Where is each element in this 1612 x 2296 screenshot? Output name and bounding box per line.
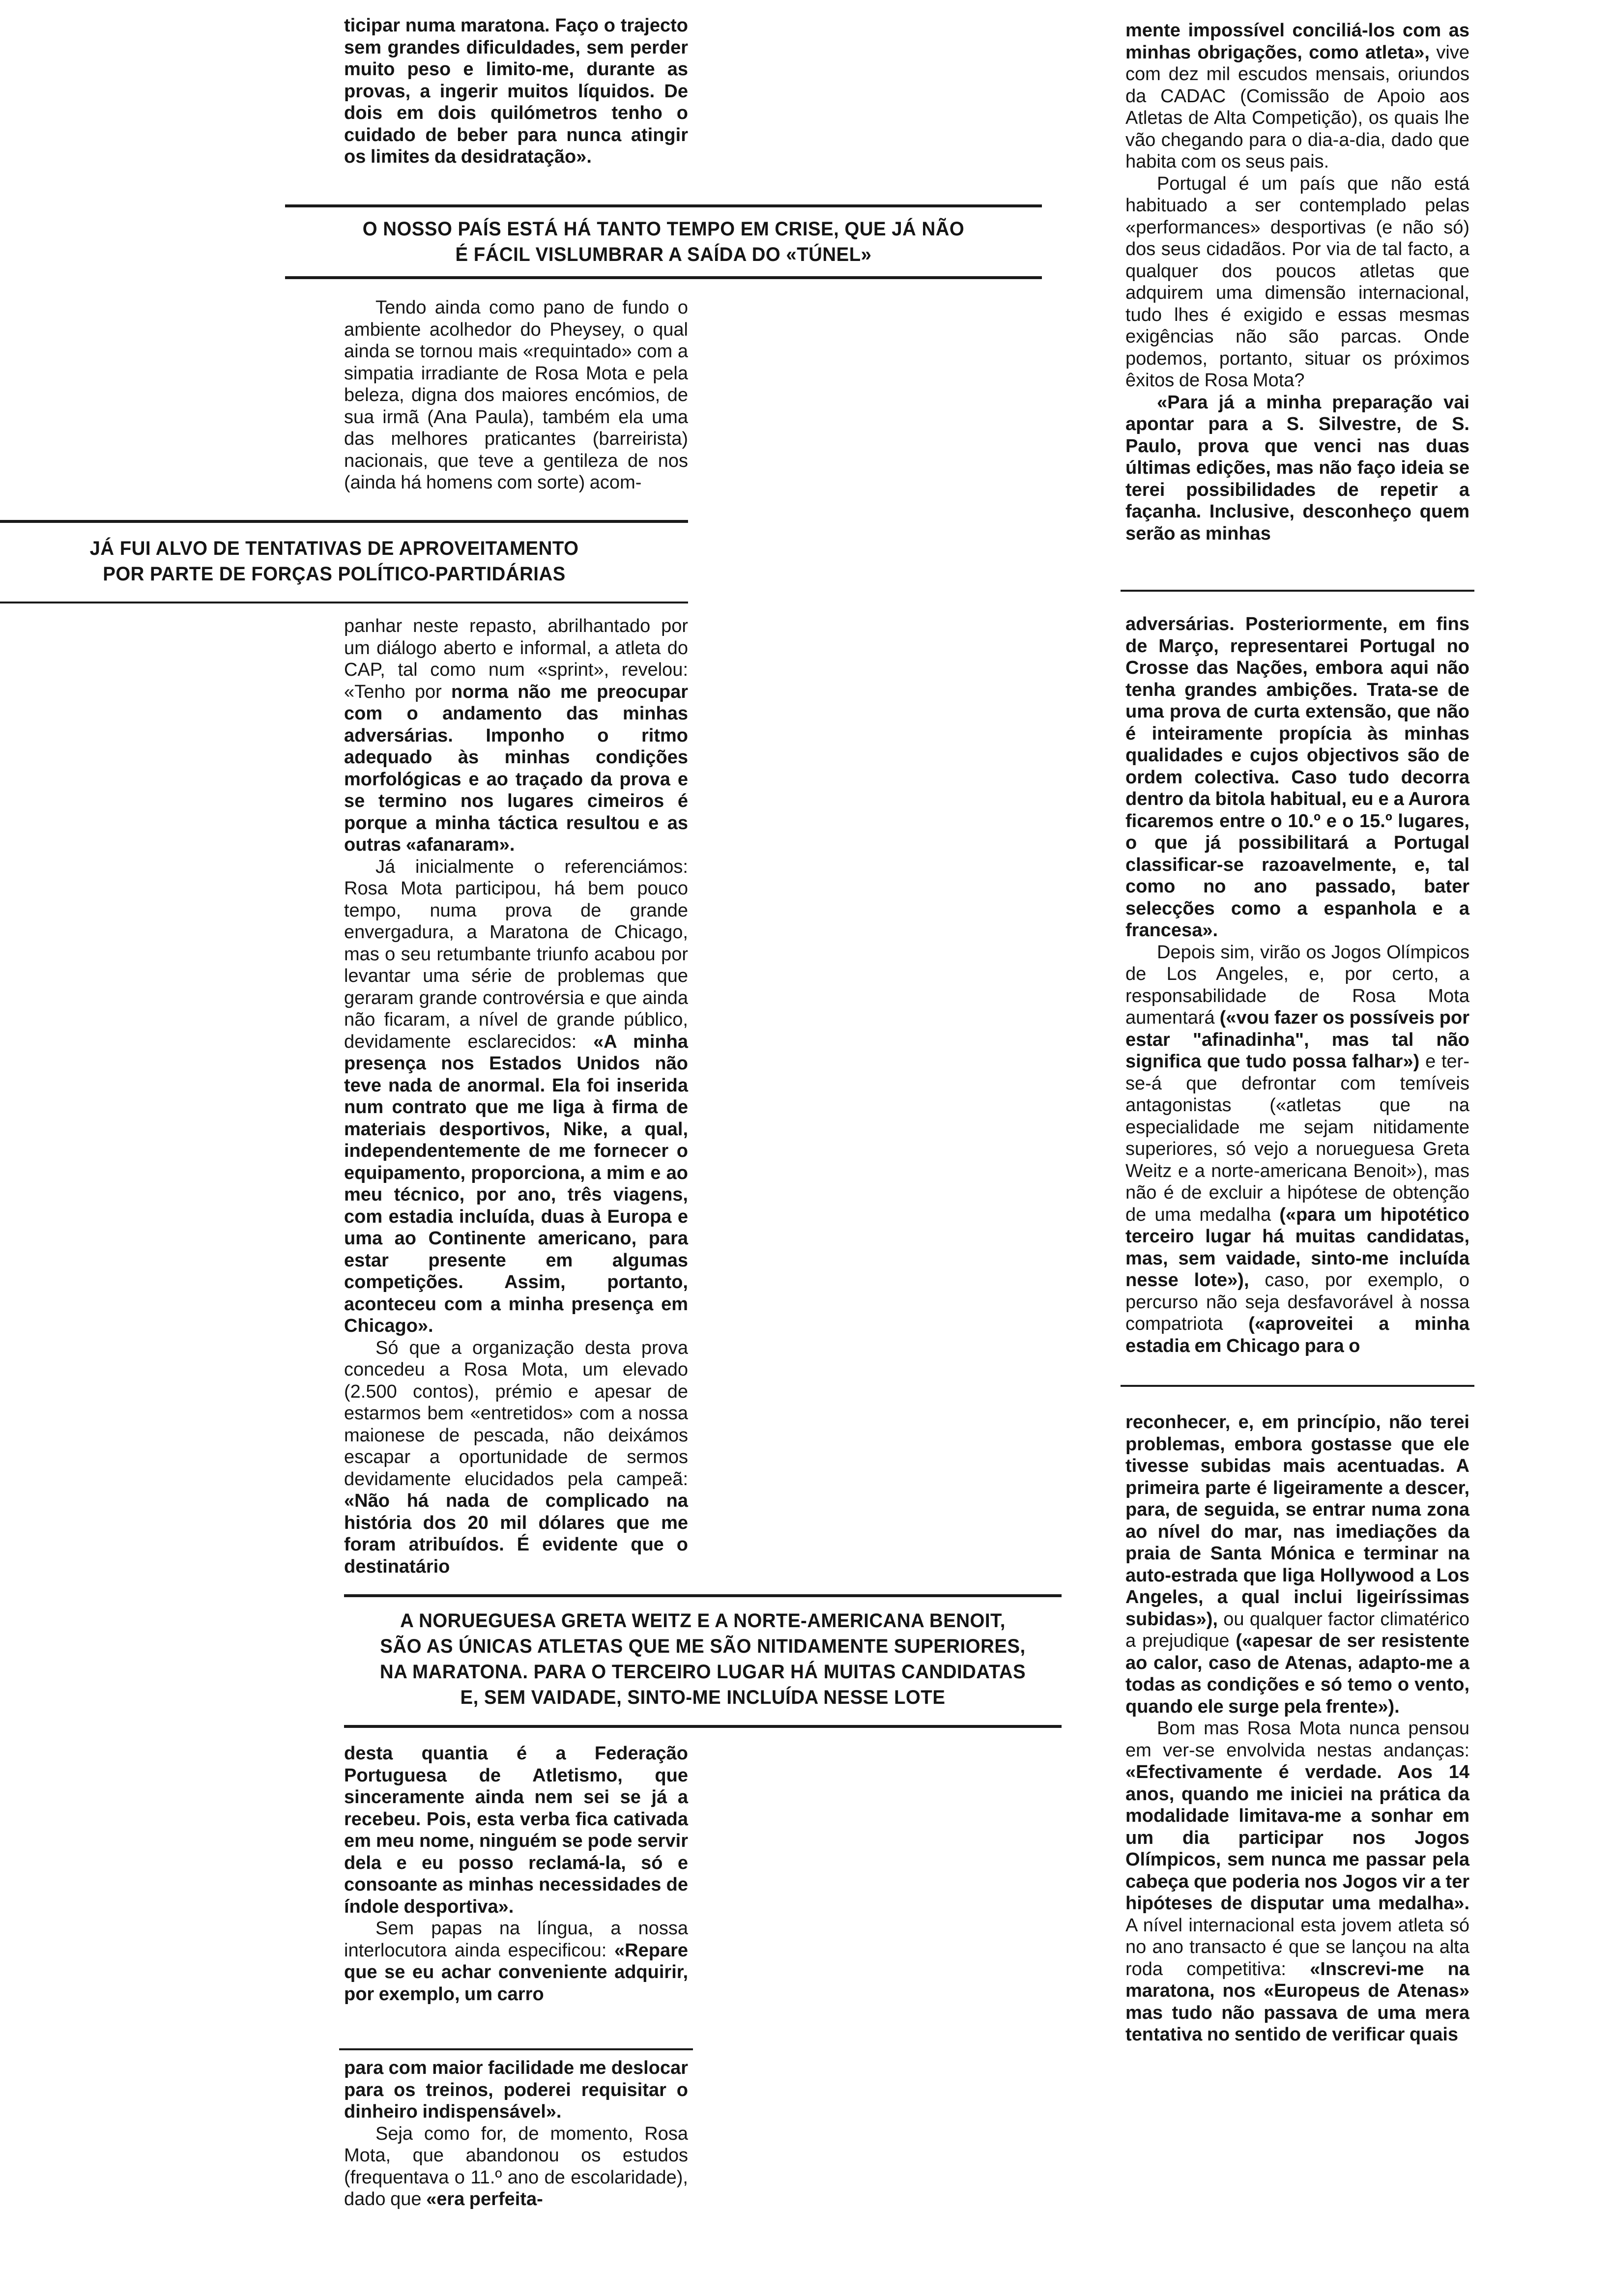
quote-text: «Para já a minha preparação vai apontar para a S. Silvestre, de S. Paulo, prova que venci nas duas últimas edições, mas não faço ideia se terei possibilidades de repetir a façanha. Inclusive, desconheço quem serão as minhas [1125, 392, 1469, 544]
paragraph [344, 1337, 688, 1578]
body-text: panhar neste repasto, abrilhantado por um diálogo aberto e informal, a atleta do CAP, tal como num «sprint», revelou: «Tenho por [344, 616, 688, 702]
paragraph [344, 297, 688, 494]
headline-crisis-line-1: O NOSSO PAÍS ESTÁ HÁ TANTO TEMPO EM CRISE, QUE JÁ NÃO [362, 218, 965, 240]
headline-rivals [358, 1608, 1047, 1710]
paragraph [344, 615, 688, 856]
body-text: Já inicialmente o referenciámos: Rosa Mota participou, há bem pouco tempo, numa prova de grande envergadura, a Maratona de Chicago, mas o seu retumbante triunfo acabou por levantar uma série de problemas que geraram grande controvérsia e que ainda não ficaram, a nível de grande público, devidamente esclarecidos: [344, 856, 688, 1052]
column-right-block-1 [1125, 20, 1469, 545]
paragraph [1125, 392, 1469, 545]
body-text: vive com dez mil escudos mensais, oriundos da CADAC (Comissão de Apoio aos Atletas de Alta Competição), os quais lhe vão chegando para o dia-a-dia, dado que habita com os seus pais. [1125, 42, 1469, 172]
paragraph [1125, 613, 1469, 942]
body-text: Só que a organização desta prova concedeu a Rosa Mota, um elevado (2.500 contos), prémio e apesar de estarmos bem «entretidos» com a nossa maionese de pescada, não deixámos escapar a oportunidade de sermos devidamente elucidados pela campeã: [344, 1337, 688, 1490]
headline-rivals-line-2: SÃO AS ÚNICAS ATLETAS QUE ME SÃO NITIDAMENTE SUPERIORES, [380, 1636, 1026, 1657]
column-left-block-4 [344, 1743, 688, 2005]
body-text: A nível internacional esta jovem atleta só no ano transacto é que se lançou na alta roda competitiva: [1125, 1915, 1469, 1980]
headline-crisis [300, 216, 1027, 267]
body-text: mas não é de excluir a hipótese de obtenção de uma medalha [1125, 1160, 1470, 1225]
column-left-block-1 [344, 15, 688, 168]
body-text: caso, por exemplo, o percurso não seja desfavorável à nossa compatriota [1125, 1270, 1469, 1334]
column-right-break-rule-2 [1121, 1385, 1474, 1387]
column-left-block-3 [344, 615, 688, 1578]
paragraph [344, 856, 688, 1337]
quote-text: adversárias. Posteriormente, em fins de Março, representarei Portugal no Crosse das Nações, embora aqui não tenha grandes ambições. Trata-se de uma prova de curta extensão, que não é inteiramente propícia às minhas qualidades e cujos objectivos são de ordem colectiva. Caso tudo decorra dentro da bitola habitual, eu e a Aurora ficaremos entre o 10.º e o 15.º lugares, o que já possibilitará a Portugal classificar-se razoavelmente, e, tal como no ano passado, bater selecções como a espanhola e a francesa». [1125, 614, 1469, 941]
body-text: Bom mas Rosa Mota nunca pensou em ver-se envolvida nestas andanças: [1125, 1718, 1469, 1761]
paragraph [344, 1918, 688, 2005]
body-text: Depois sim, virão os Jogos Olímpicos de Los Angeles, e, por certo, a responsabilidade de Rosa Mota aumentará [1125, 942, 1469, 1028]
quote-text: («apesar de ser resistente ao calor, caso de Atenas, adapto-me a todas as condições e só temo o vento, quando ele surge pela frente»). [1125, 1631, 1469, 1717]
headline-2-top-rule [0, 520, 688, 523]
quote-text: («vou fazer os possíveis por estar "afinadinha", mas tal não significa que tudo possa falhar») [1125, 1007, 1469, 1072]
body-text: ou qualquer factor climatérico a prejudique [1125, 1608, 1469, 1651]
quote-text: «era perfeita- [426, 2189, 543, 2210]
headline-political [32, 536, 636, 587]
quote-text: mente impossível conciliá-los com as minhas obrigações, como atleta», [1125, 20, 1469, 63]
quote-text: «Não há nada de complicado na história dos 20 mil dólares que me foram atribuídos. É evidente que o destinatário [344, 1491, 688, 1577]
column-right-break-rule-1 [1121, 590, 1474, 592]
headline-3-bottom-rule [344, 1725, 1062, 1728]
headline-rivals-line-3: NA MARATONA. PARA O TERCEIRO LUGAR HÁ MUITAS CANDIDATAS [379, 1661, 1026, 1683]
quote-text: porque a minha táctica resultou e as outras «afanaram». [344, 812, 688, 855]
paragraph [1125, 1718, 1469, 2046]
quote-text: «A minha presença nos Estados Unidos não teve nada de anormal. Ela foi inserida num contrato que me liga à firma de materiais desportivos, Nike, a qual, independentemente de me fornecer o equipamento, proporciona, a mim e ao meu técnico, por ano, três viagens, com estadia incluída, duas à Europa e uma ao Continente americano, para estar presente em algumas competições. Assim, portanto, aconteceu com a minha presença em Chicago». [344, 1031, 688, 1336]
headline-2-bottom-rule [0, 602, 688, 603]
quote-text: desta quantia é a Federação Portuguesa de Atletismo, que sinceramente ainda nem sei se já a recebeu. Pois, esta verba fica cativada em meu nome, ninguém se pode servir dela e eu posso reclamá-la, só e consoante as minhas necessidades de índole desportiva». [344, 1743, 688, 1917]
quote-text: ticipar numa maratona. Faço o trajecto sem grandes dificuldades, sem perder muito peso e limito-me, durante as provas, a ingerir muitos líquidos. De dois em dois quilómetros tenho o cuidado de beber para nunca atingir os limites da desidratação». [344, 15, 688, 167]
body-text: Seja como for, de momento, Rosa Mota, que abandonou os estudos (frequentava o 11.º ano de escolaridade), dado que [344, 2123, 688, 2210]
headline-rivals-line-1: A NORUEGUESA GRETA WEITZ E A NORTE-AMERICANA BENOIT, [400, 1610, 1006, 1632]
body-text: («atletas que na especialidade me sejam nitidamente superiores, só vejo a norueguesa Greta Weitz e a norte-americana Benoit»), [1125, 1095, 1470, 1181]
headline-crisis-line-2: É FÁCIL VISLUMBRAR A SAÍDA DO «TÚNEL» [455, 244, 872, 265]
column-right-block-2 [1125, 613, 1469, 1357]
body-text: Sem papas na língua, a nossa interlocutora ainda especificou: [344, 1918, 688, 1961]
paragraph [344, 2057, 688, 2123]
column-right-block-3 [1125, 1411, 1469, 2046]
column-left-block-5 [344, 2057, 688, 2210]
paragraph [344, 2123, 688, 2210]
headline-1-top-rule [285, 204, 1042, 207]
quote-text: «Efectivamente é verdade. Aos 14 anos, quando me iniciei na prática da modalidade limitava-me a sonhar em um dia participar nos Jogos Olímpicos, sem nunca me passar pela cabeça que poderia nos Jogos vir a ter hipóteses de disputar uma medalha». [1125, 1762, 1469, 1914]
headline-political-line-2: POR PARTE DE FORÇAS POLÍTICO-PARTIDÁRIAS [103, 563, 566, 585]
column-left-block-2 [344, 297, 688, 494]
column-left-break-rule [339, 2048, 693, 2050]
body-text: e ter-se-á que defrontar com temíveis antagonistas [1125, 1051, 1469, 1116]
paragraph [1125, 173, 1469, 392]
quote-text: norma não me preocupar com o andamento das minhas adversárias. Imponho o ritmo adequado às minhas condições morfológicas e ao traçado da prova e se termino nos lugares cimeiros é [344, 681, 688, 811]
quote-text: para com maior facilidade me deslocar para os treinos, poderei requisitar o dinheiro indispensável». [344, 2058, 688, 2122]
headline-rivals-line-4: E, SEM VAIDADE, SINTO-ME INCLUÍDA NESSE LOTE [460, 1687, 946, 1708]
paragraph [1125, 1411, 1469, 1718]
paragraph [1125, 942, 1469, 1357]
paragraph [344, 15, 688, 168]
headline-3-top-rule [344, 1594, 1062, 1597]
headline-political-line-1: JÁ FUI ALVO DE TENTATIVAS DE APROVEITAMENTO [89, 538, 579, 559]
headline-1-bottom-rule [285, 276, 1042, 279]
body-text: Portugal é um país que não está habituado a ser contemplado pelas «performances» desportivas (e não só) dos seus cidadãos. Por via de tal facto, a qualquer dos poucos atletas que adquirem uma dimensão internacional, tudo lhes é exigido e essas mesmas exigências não são parcas. Onde podemos, portanto, situar os próximos êxitos de Rosa Mota? [1125, 173, 1469, 391]
paragraph [1125, 20, 1469, 173]
body-text: Tendo ainda como pano de fundo o ambiente acolhedor do Pheysey, o qual ainda se tornou mais «requintado» com a simpatia irradiante de Rosa Mota e pela beleza, digna dos maiores encómios, de sua irmã (Ana Paula), também ela uma das melhores praticantes (barreirista) nacionais, que teve a gentileza de nos (ainda há homens com sorte) acom- [344, 297, 688, 493]
quote-text: («aproveitei a minha estadia em Chicago para o [1125, 1314, 1469, 1356]
quote-text: «Repare que se eu achar conveniente adquirir, por exemplo, um carro [344, 1940, 689, 2005]
quote-text: («para um hipotético terceiro lugar há muitas candidatas, mas, sem vaidade, sinto-me incluída nesse lote»), [1125, 1204, 1470, 1291]
quote-text: reconhecer, e, em princípio, não terei problemas, embora gostasse que ele tivesse subidas mais acentuadas. A primeira parte é ligeiramente a descer, para, de seguida, se entrar numa zona ao nível do mar, nas imediações da praia de Santa Mónica e terminar na auto-estrada que liga Hollywood a Los Angeles, a qual inclui ligeiríssimas subidas»), [1125, 1412, 1469, 1630]
paragraph [344, 1743, 688, 1918]
quote-text: «Inscrevi-me na maratona, nos «Europeus de Atenas» mas tudo não passava de uma mera tentativa no sentido de verificar quais [1125, 1958, 1470, 2045]
